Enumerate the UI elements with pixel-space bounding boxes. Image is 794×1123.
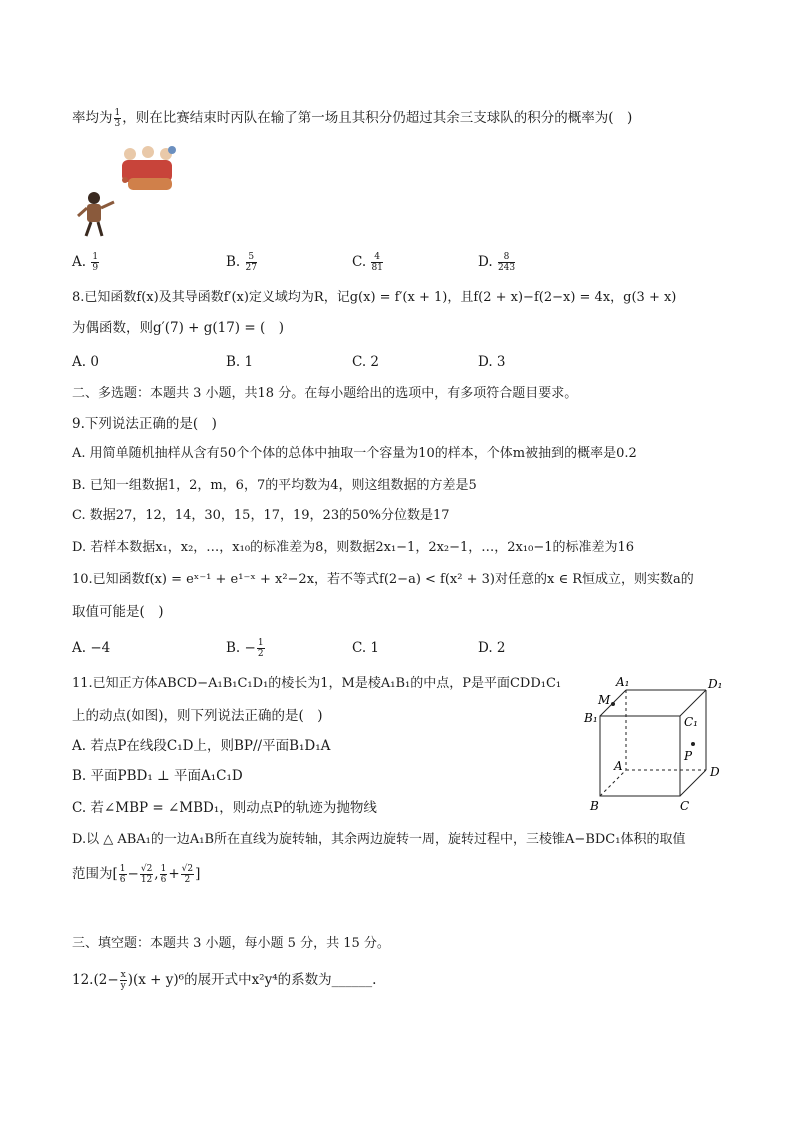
q10-option-a[interactable]: A. −4 [72, 640, 111, 656]
q8-option-a[interactable]: A. 0 [72, 354, 99, 370]
q10-option-d[interactable]: D. 2 [478, 640, 506, 656]
q11-stem-line2: 上的动点(如图)，则下列说法正确的是( ) [72, 708, 323, 724]
cube-label-d: D [710, 765, 720, 779]
q7-stem: 率均为 $\frac{1}{3}$ ，则在比赛结束时丙队在输了第一场且其积分仍超过其余三支球队的积分的概率为( ) [72, 108, 633, 129]
q7-fraction: $\frac{1}{3}$ [114, 108, 121, 129]
cube-label-a1: A₁ [616, 675, 630, 689]
q7-option-b[interactable]: B. $\frac{5}{27}$ [226, 252, 257, 273]
q9-option-d[interactable]: D. 若样本数据x₁，x₂，…，x₁₀的标准差为8，则数据2x₁−1，2x₂−1，…，2x₁₀−1的标准差为16 [72, 540, 635, 555]
cube-figure [580, 672, 730, 817]
cube-label-d1: D₁ [708, 677, 723, 691]
cube-label-b1: B₁ [584, 711, 598, 725]
q10-stem-line2: 取值可能是( ) [72, 604, 164, 620]
q8-option-b[interactable]: B. 1 [226, 354, 254, 370]
q9-stem: 9.下列说法正确的是( ) [72, 416, 217, 432]
q9-option-a[interactable]: A. 用简单随机抽样从含有50个个体的总体中抽取一个容量为10的样本，个体m被抽到的概率是0.2 [72, 446, 637, 461]
q11-option-a[interactable]: A. 若点P在线段C₁D上，则BP//平面B₁D₁A [72, 738, 331, 754]
section-heading-fill-in: 三、填空题：本题共 3 小题，每小题 5 分，共 15 分。 [72, 936, 390, 951]
q10-option-c[interactable]: C. 1 [352, 640, 380, 656]
q12-stem: 12.(2− $\frac{x}{y}$ )(x + y)⁶的展开式中x²y⁴的系数为______. [72, 970, 377, 991]
q7-option-a[interactable]: A. $\frac{1}{9}$ [72, 252, 99, 273]
q8-option-c[interactable]: C. 2 [352, 354, 380, 370]
q7-option-c[interactable]: C. $\frac{4}{81}$ [352, 252, 383, 273]
q11-option-d-line1[interactable]: D.以 △ ABA₁的一边A₁B所在直线为旋转轴，其余两边旋转一周，旋转过程中，三棱锥A−BDC₁体积的取值 [72, 832, 686, 847]
section-heading-multi-choice: 二、多选题：本题共 3 小题，共18 分。在每小题给出的选项中，有多项符合题目要求。 [72, 386, 578, 401]
q11-stem-line1: 11.已知正方体ABCD−A₁B₁C₁D₁的棱长为1，M是棱A₁B₁的中点，P是平面CDD₁C₁ [72, 676, 562, 691]
children-playing-illustration [70, 140, 190, 240]
q7-option-d[interactable]: D. $\frac{8}{243}$ [478, 252, 516, 273]
cube-label-m: M [598, 693, 611, 707]
cube-label-p: P [684, 749, 693, 763]
q10-option-b[interactable]: B. − $\frac{1}{2}$ [226, 638, 264, 659]
q9-option-b[interactable]: B. 已知一组数据1，2，m，6，7的平均数为4，则这组数据的方差是5 [72, 478, 477, 493]
q8-stem-line2: 为偶函数，则g′(7) + g(17) = ( ) [72, 320, 285, 336]
cube-label-b: B [590, 799, 599, 813]
q11-option-c[interactable]: C. 若∠MBP = ∠MBD₁，则动点P的轨迹为抛物线 [72, 800, 377, 816]
q11-option-d-line2: 范围为[ $\frac{1}{6}$ − $\frac{√2}{12}$ , $\frac{1}{6}$ + $\frac{√2}{2}$ ] [72, 864, 201, 885]
cube-label-a: A [614, 759, 623, 773]
q8-stem-line1: 8.已知函数f(x)及其导函数f′(x)定义域均为R，记g(x) = f′(x + 1)，且f(2 + x)−f(2−x) = 4x，g(3 + x) [72, 290, 677, 305]
q10-stem-line1: 10.已知函数f(x) = eˣ⁻¹ + e¹⁻ˣ + x²−2x，若不等式f(2−a) < f(x² + 3)对任意的x ∈ R恒成立，则实数a的 [72, 572, 694, 587]
q9-option-c[interactable]: C. 数据27，12，14，30，15，17，19，23的50%分位数是17 [72, 508, 450, 523]
q11-option-b[interactable]: B. 平面PBD₁ ⊥ 平面A₁C₁D [72, 768, 243, 784]
cube-label-c1: C₁ [684, 715, 698, 729]
q8-option-d[interactable]: D. 3 [478, 354, 506, 370]
cube-label-c: C [680, 799, 690, 813]
